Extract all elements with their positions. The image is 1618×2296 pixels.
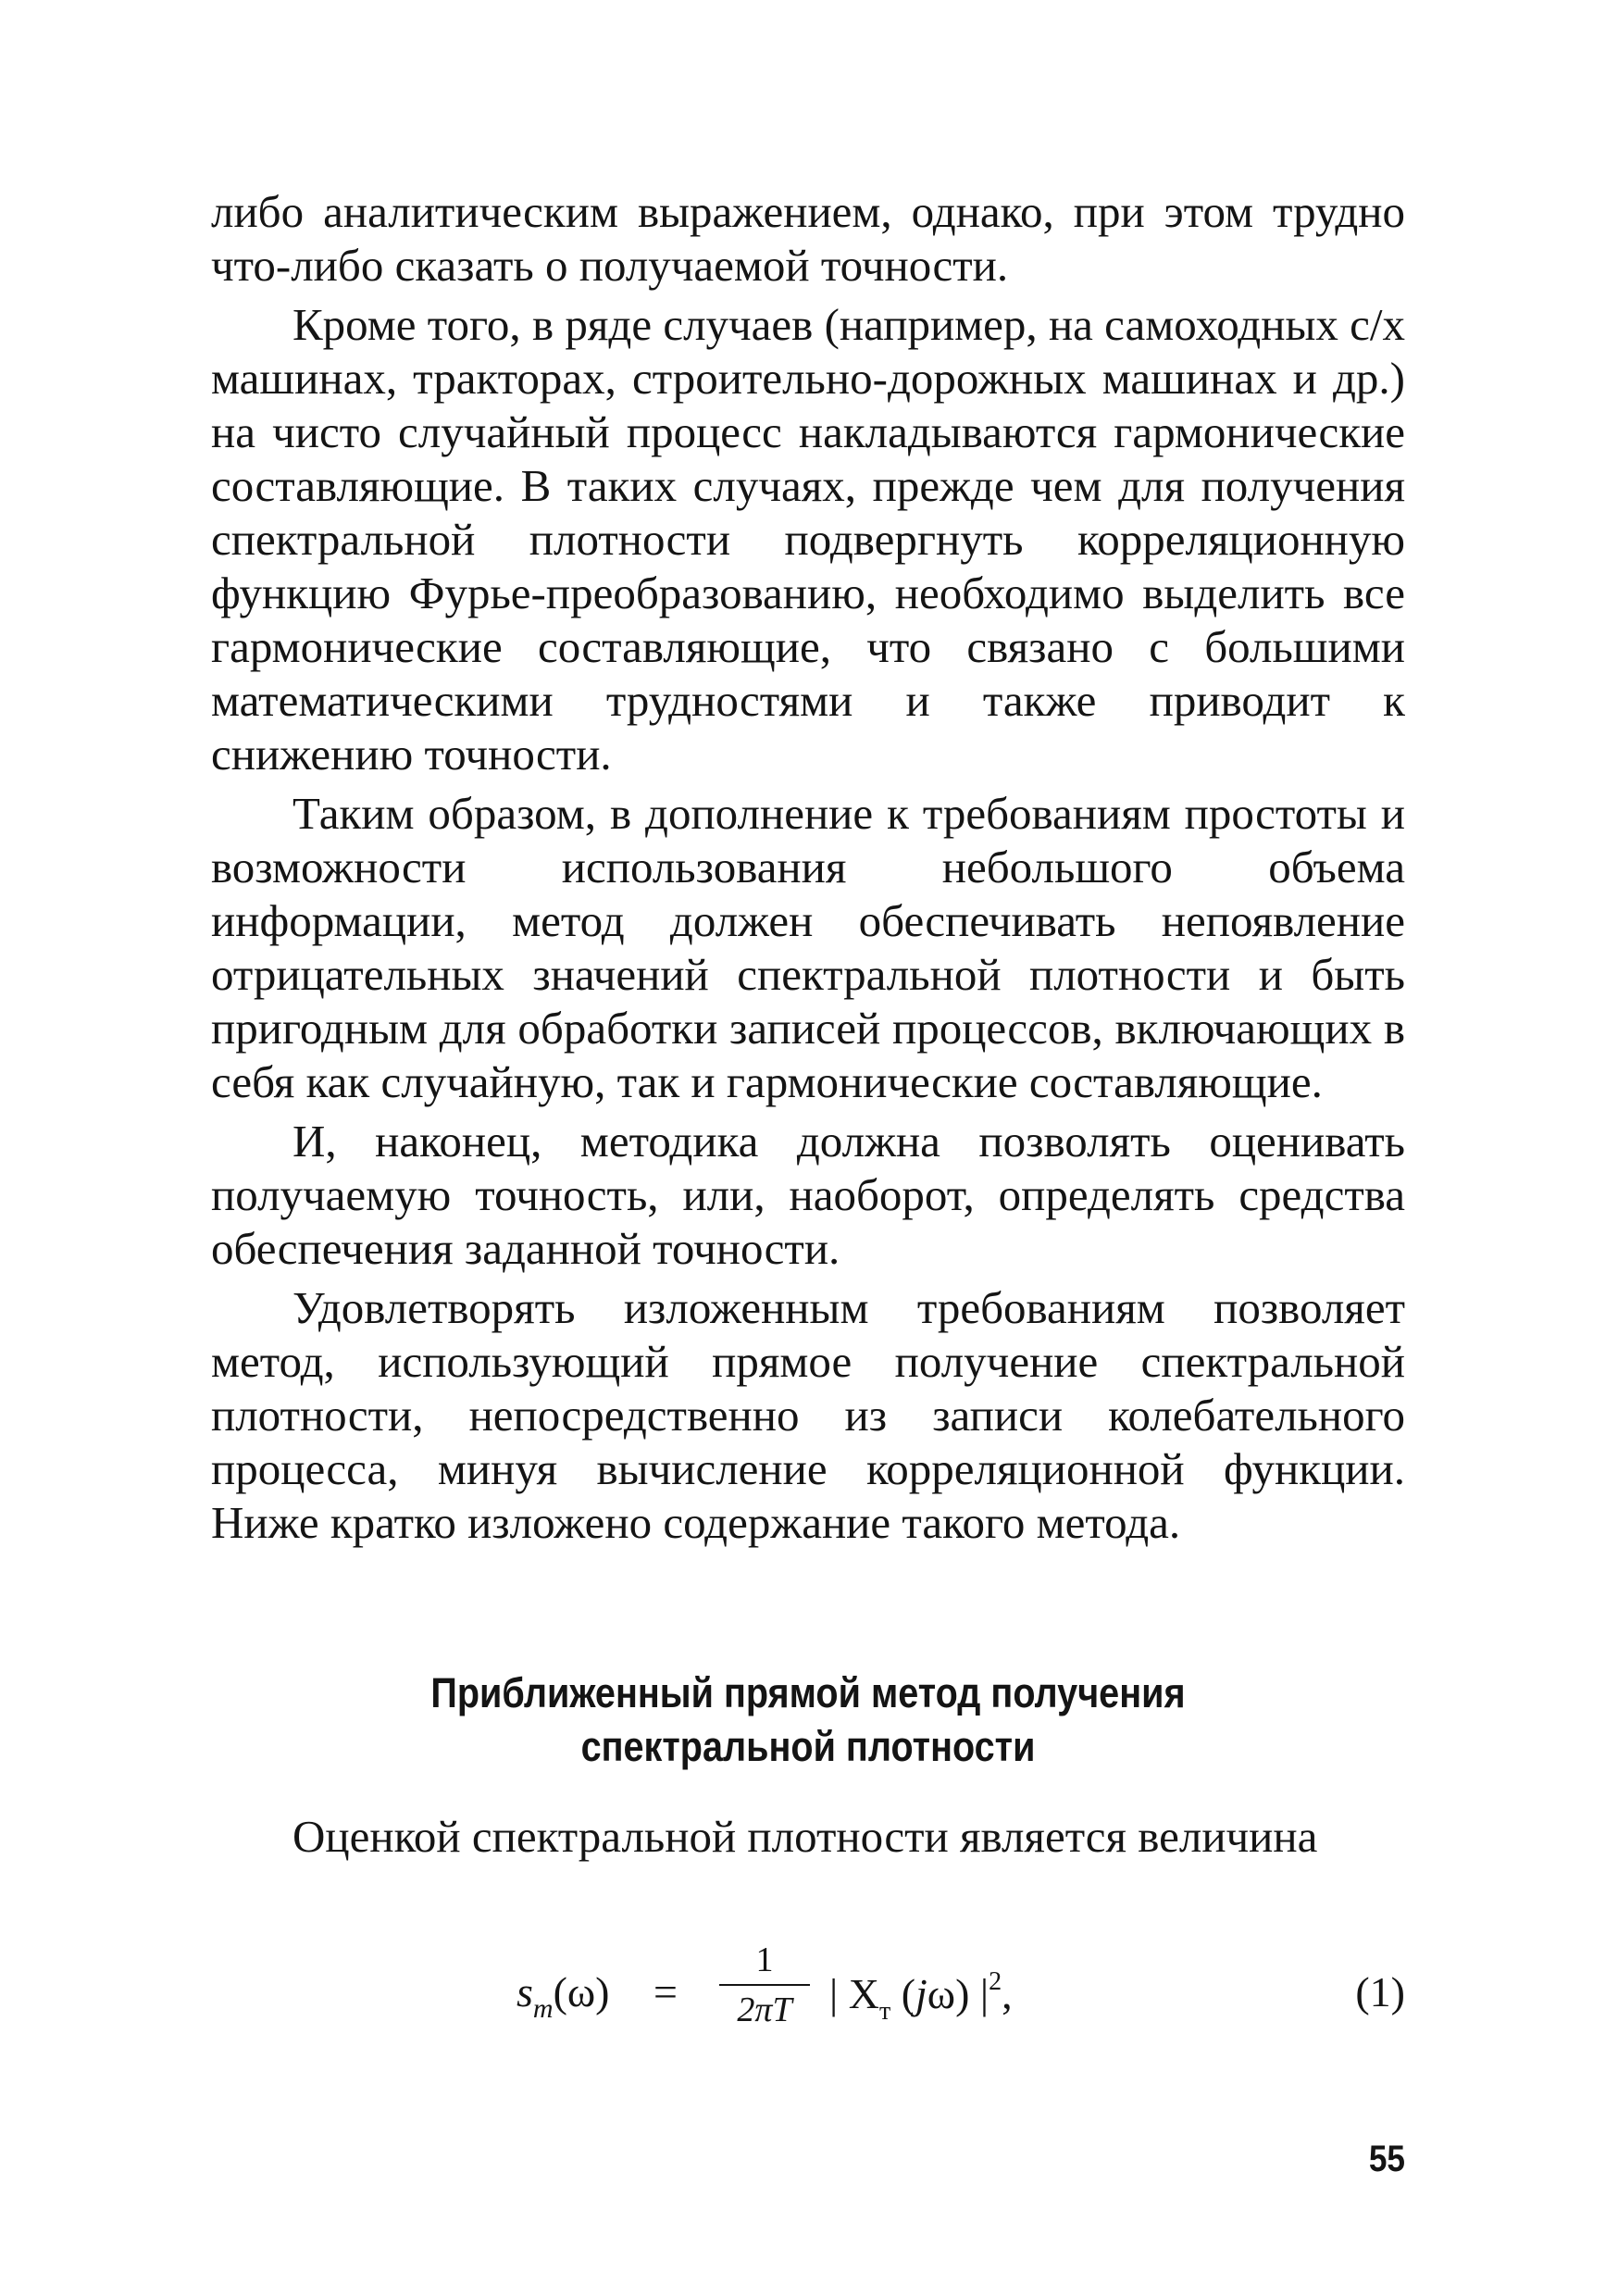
fraction-denominator: 2πT	[737, 1990, 792, 2029]
lhs-argument: (ω)	[553, 1968, 610, 2015]
equation-rhs	[829, 1967, 1013, 2027]
rhs-open: | X	[829, 1970, 879, 2017]
section-heading	[282, 1666, 1333, 1774]
paragraph-5: Удовлетворять изложенным требованиям позволяет метод, использующий прямое получение спектральной плотности, непосредственно из записи колебательного процесса, минуя вычисление корреляционной функции. Ниже кратко изложено содержание такого метода.	[211, 1282, 1405, 1548]
rhs-subscript: т	[878, 1997, 891, 2026]
intro-paragraph: Оценкой спектральной плотности является величина	[292, 1811, 1318, 1862]
paragraph-4: И, наконец, методика должна позволять оценивать получаемую точность, или, наоборот, определять средства обеспечения заданной точности.	[211, 1116, 1405, 1274]
equals-sign: =	[653, 1968, 678, 2015]
rhs-power: 2	[989, 1967, 1002, 1996]
equation-number: (1)	[1355, 1968, 1405, 2015]
rhs-arg-close: ω) |	[927, 1970, 989, 2017]
section-heading-line-2: спектральной плотности	[580, 1723, 1036, 1770]
paragraph-3: Таким образом, в дополнение к требованиям простоты и возможности использования небольшого объема информации, метод должен обеспечивать непоявление отрицательных значений спектральной плотности и быть пригодным для обработки записей процессов, включающих в себя как случайную, так и гармонические составляющие.	[211, 788, 1405, 1107]
fraction-bar	[719, 1984, 810, 1986]
rhs-arg-open: (	[890, 1970, 916, 2017]
fraction-numerator: 1	[755, 1940, 774, 1979]
lhs-symbol: s	[517, 1968, 533, 2015]
paragraph-2: Кроме того, в ряде случаев (например, на самоходных с/х машинах, тракторах, строительно-дорожных машинах и др.) на чисто случайный процесс накладываются гармонические составляющие. В таких случаях, прежде чем для получения спектральной плотности подвергнуть корреляционную функцию Фурье-преобразованию, необходимо выделить все гармонические составляющие, что связано с большими математическими трудностями и также приводит к снижению точности.	[211, 299, 1405, 780]
equation-lhs	[517, 1967, 610, 2025]
rhs-tail: ,	[1002, 1970, 1013, 2017]
lhs-subscript: m	[532, 1993, 554, 2024]
section-heading-line-1: Приближенный прямой метод получения	[430, 1669, 1186, 1716]
intro-text	[211, 1810, 1405, 1864]
paragraph-1: либо аналитическим выражением, однако, при этом трудно что-либо сказать о получаемой точности.	[211, 186, 1405, 291]
fraction	[714, 1940, 815, 2030]
equation-1	[211, 1940, 1405, 2051]
body-text	[211, 185, 1405, 1555]
page-number: 55	[1368, 2139, 1405, 2179]
rhs-arg-var: j	[915, 1970, 927, 2017]
